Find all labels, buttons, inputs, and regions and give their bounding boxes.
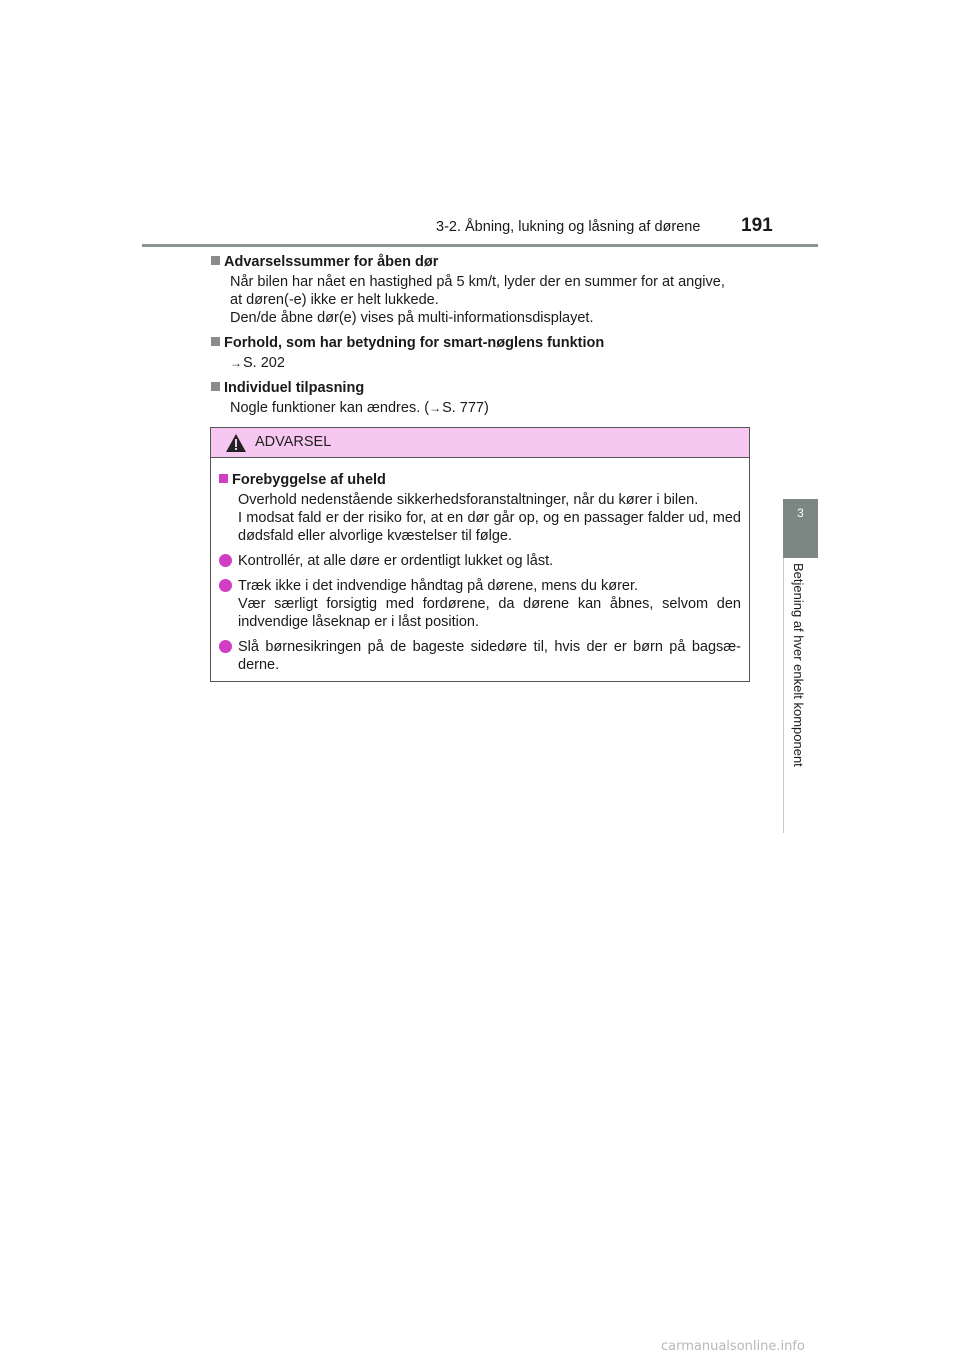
circle-bullet-icon bbox=[219, 579, 232, 592]
warning-bullet: Slå børnesikringen på de bageste sidedøre til, hvis der er børn på bagsæ-derne. bbox=[219, 638, 741, 674]
page-reference-link[interactable]: S. 777 bbox=[442, 400, 484, 416]
watermark: carmanualsonline.info bbox=[661, 1339, 805, 1354]
section-smart-key bbox=[211, 333, 751, 372]
section-customization bbox=[211, 378, 751, 417]
chapter-number: 3 bbox=[797, 506, 804, 520]
arrow-right-icon: → bbox=[230, 356, 242, 370]
square-bullet-icon bbox=[211, 382, 220, 391]
chapter-title: Betjening af hver enkelt komponent bbox=[791, 563, 806, 767]
warning-body bbox=[211, 458, 749, 674]
page-number: 191 bbox=[741, 215, 773, 236]
chapter-tab[interactable] bbox=[783, 499, 818, 558]
section-door-buzzer bbox=[211, 252, 751, 327]
warning-intro: Overhold nedenstående sikkerhedsforanstaltninger, når du kører i bilen. I modsat fald er der risiko for, at en dør går op, og en passager falder ud, med dødsfald eller alvorlige kvæstelser til følge. bbox=[238, 492, 741, 544]
warning-heading: Forebyggelse af uheld bbox=[219, 470, 741, 491]
square-bullet-icon bbox=[211, 337, 220, 346]
section-body: Nogle funktioner kan ændres. (→S. 777) bbox=[230, 400, 489, 416]
warning-box bbox=[210, 427, 750, 682]
warning-label: ADVARSEL bbox=[255, 434, 332, 450]
circle-bullet-icon bbox=[219, 554, 232, 567]
main-content bbox=[211, 252, 751, 423]
section-heading: Advarselssummer for åben dør bbox=[211, 252, 751, 273]
circle-bullet-icon bbox=[219, 640, 232, 653]
square-bullet-icon bbox=[211, 256, 220, 265]
page-reference-link[interactable]: S. 202 bbox=[243, 355, 285, 371]
warning-bullet: Kontrollér, at alle døre er ordentligt lukket og låst. bbox=[219, 552, 741, 570]
square-bullet-icon bbox=[219, 474, 228, 483]
section-body bbox=[230, 354, 751, 372]
section-body: Når bilen har nået en hastighed på 5 km/t, lyder der en summer for at angive, at døren(-e) ikke er helt lukkede. Den/de åbne dør(e) vises på multi-informationsdisplayet. bbox=[230, 274, 725, 326]
warning-bullet: Træk ikke i det indvendige håndtag på dørene, mens du kører. Vær særligt forsigtig med fordørene, da dørene kan åbnes, selvom den indvendige låseknap er i låst position. bbox=[219, 577, 741, 631]
warning-triangle-icon bbox=[225, 433, 247, 453]
section-heading: Forhold, som har betydning for smart-nøglens funktion bbox=[211, 333, 751, 354]
section-title: 3-2. Åbning, lukning og låsning af dørene bbox=[436, 219, 701, 235]
header-rule bbox=[142, 244, 818, 247]
warning-header bbox=[211, 428, 749, 458]
arrow-right-icon: → bbox=[429, 401, 442, 415]
section-heading: Individuel tilpasning bbox=[211, 378, 751, 399]
